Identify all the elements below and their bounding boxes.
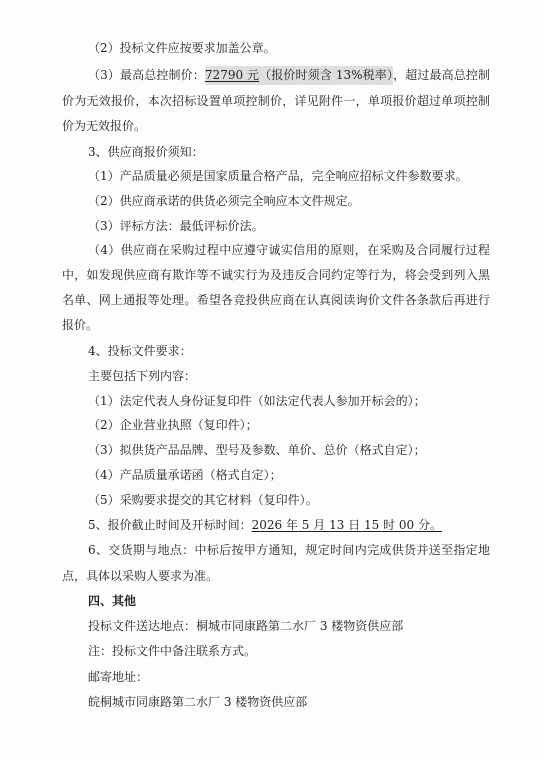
contact-note: 注：投标文件中备注联系方式。 xyxy=(88,644,257,658)
tax-note: （报价时须含 13%税率） xyxy=(259,68,394,82)
section-3-item-4-line-3: 名单、网上通报等处理。希望各竞投供应商在认真阅读询价文件各条款后再进行 xyxy=(62,293,490,307)
section-4-item-5: （5）采购要求提交的其它材料（复印件）。 xyxy=(88,493,318,507)
section-3-item-4-line-2: 中，如发现供应商有欺诈等不诚实行为及违反合同约定等行为，将会受到列入黑 xyxy=(62,268,490,282)
section-3-item-2: （2）供应商承诺的供货必须完全响应本文件规定。 xyxy=(88,194,360,208)
section-6-line-1: 6、交货期与地点：中标后按甲方通知，规定时间内完成供货并送至指定地 xyxy=(88,543,490,557)
section-6-line-2: 点，具体以采购人要求为准。 xyxy=(62,569,219,583)
section-3-heading: 3、供应商报价须知： xyxy=(88,145,204,159)
section-other-heading: 四、其他 xyxy=(88,594,137,608)
section-3-item-4-line-4: 报价。 xyxy=(62,318,99,332)
item-3-max-price xyxy=(88,67,490,83)
section-4-item-3: （3）拟供货产品品牌、型号及参数、单价、总价（格式自定）； xyxy=(88,443,426,457)
section-3-item-3: （3）评标方法：最低评标价法。 xyxy=(88,219,264,233)
section-4-intro: 主要包括下列内容： xyxy=(88,369,197,383)
max-price-highlight xyxy=(205,66,393,85)
max-price-prefix: （3）最高总控制价： xyxy=(88,68,205,82)
deadline-value: 2026 年 5 月 13 日 15 时 00 分。 xyxy=(251,518,442,532)
max-price-value: 72790 元 xyxy=(204,68,260,82)
section-4-heading: 4、投标文件要求： xyxy=(88,344,192,358)
deadline-label: 5、报价截止时间及开标时间： xyxy=(88,518,252,532)
mail-address: 皖桐城市同康路第二水厂 3 楼物资供应部 xyxy=(88,695,308,709)
item-3-line-3: 价为无效报价。 xyxy=(62,119,147,133)
section-5-deadline xyxy=(88,517,442,533)
section-4-item-2: （2）企业营业执照（复印件）； xyxy=(88,418,258,432)
item-2-seal: （2）投标文件应按要求加盖公章。 xyxy=(88,41,276,55)
section-3-item-1: （1）产品质量必须是国家质量合格产品，完全响应招标文件参数要求。 xyxy=(88,169,468,183)
section-4-item-1: （1）法定代表人身份证复印件（如法定代表人参加开标会的）； xyxy=(88,394,426,408)
section-4-item-4: （4）产品质量承诺函（格式自定）； xyxy=(88,468,282,482)
max-price-suffix: ，超过最高总控制 xyxy=(393,68,490,82)
section-3-item-4-line-1: （4）供应商在采购过程中应遵守诚实信用的原则，在采购及合同履行过程 xyxy=(88,243,490,257)
delivery-location: 投标文件送达地点：桐城市同康路第二水厂 3 楼物资供应部 xyxy=(88,619,404,633)
item-3-line-2: 价为无效报价，本次招标设置单项控制价，详见附件一，单项报价超过单项控制 xyxy=(62,94,490,108)
mail-label: 邮寄地址： xyxy=(88,670,149,684)
